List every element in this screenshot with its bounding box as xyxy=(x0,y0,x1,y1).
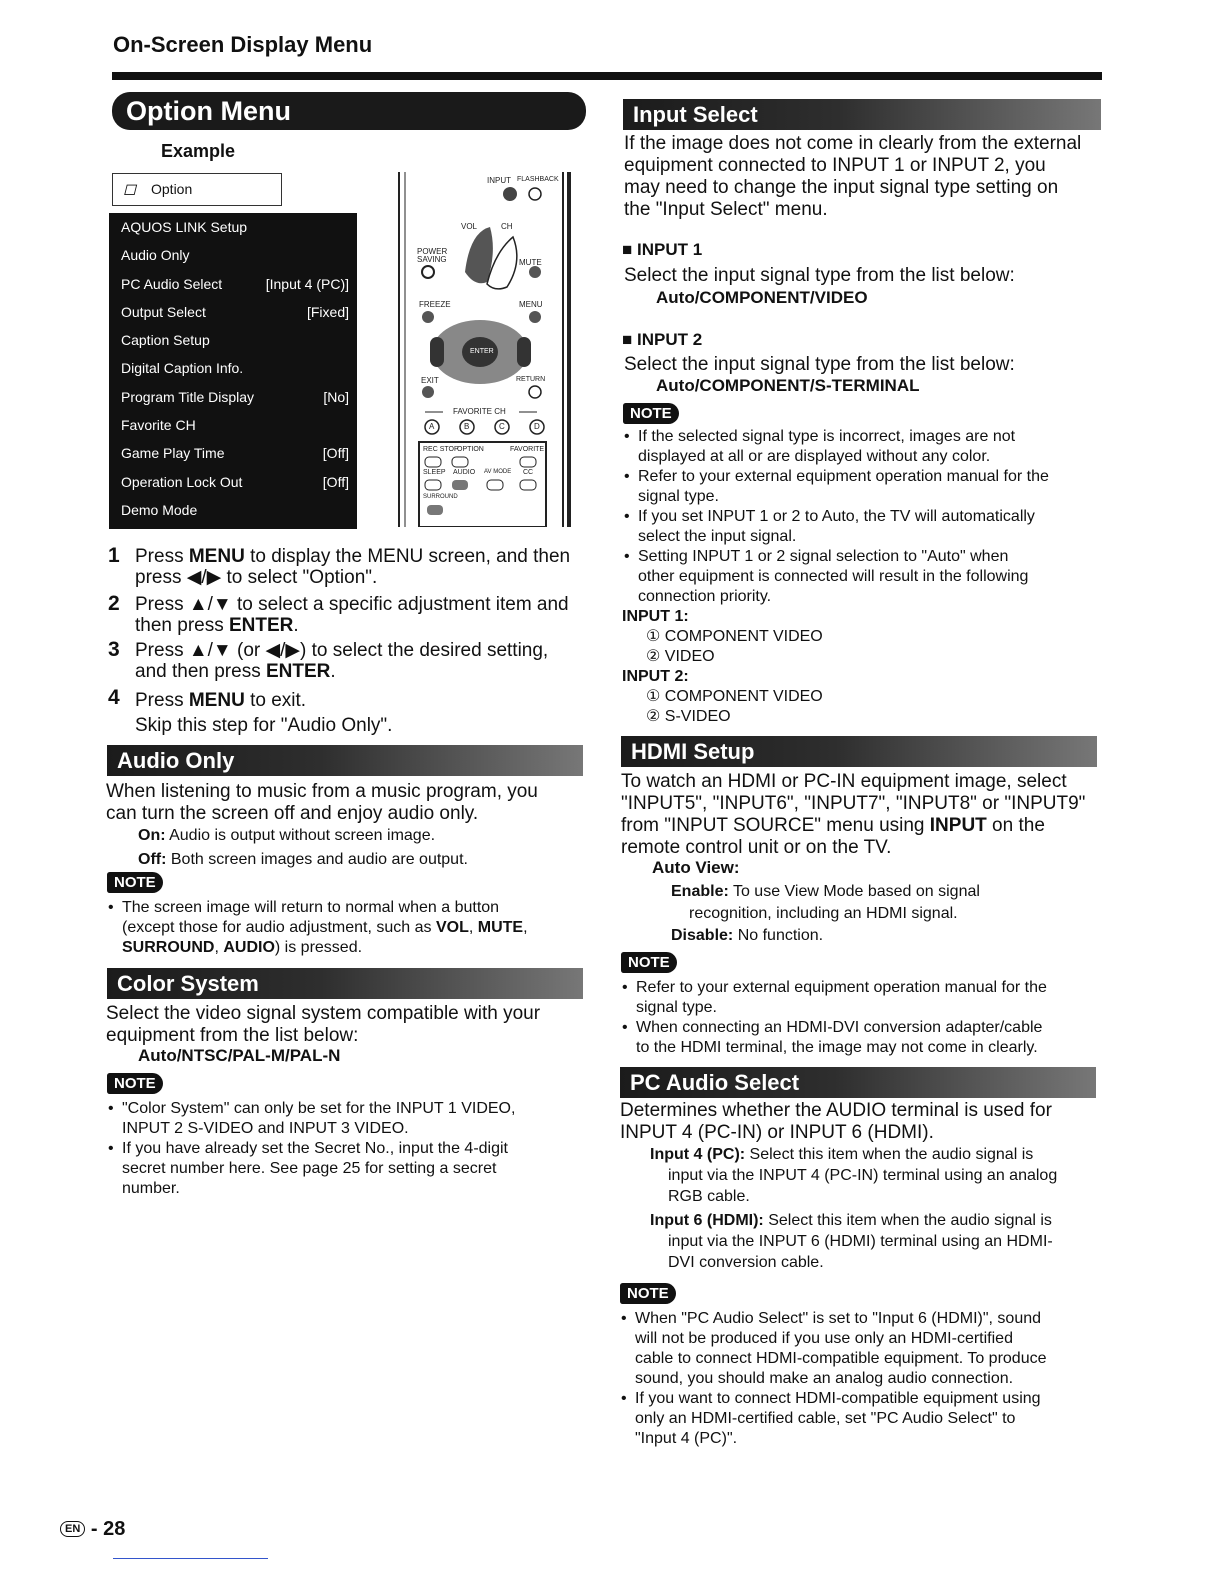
input-select-heading: Input Select xyxy=(623,99,1101,130)
note-text: to the HDMI terminal, the image may not come in clearly. xyxy=(636,1039,1038,1056)
note-text: signal type. xyxy=(638,488,719,505)
auto-view-label: Auto View: xyxy=(652,858,740,877)
option-off-label: Off: xyxy=(138,851,167,868)
note-text: • If the selected signal type is incorrect, images are not xyxy=(638,428,1016,445)
color-system-options: Auto/NTSC/PAL-M/PAL-N xyxy=(138,1046,341,1065)
note-text: secret number here. See page 25 for setting a secret xyxy=(122,1160,497,1177)
remote-exit-label: EXIT xyxy=(421,376,439,385)
note-text: only an HDMI-certified cable, set "PC Audio Select" to xyxy=(635,1410,1016,1427)
audio-only-options xyxy=(138,824,598,872)
disable-label: Disable: xyxy=(671,927,734,944)
menu-item-label: Game Play Time xyxy=(121,445,225,461)
remote-key-d: D xyxy=(534,422,540,431)
remote-menu-label: MENU xyxy=(519,300,543,309)
menu-item-label: Caption Setup xyxy=(121,332,210,348)
input2-options: Auto/COMPONENT/S-TERMINAL xyxy=(656,376,920,395)
input6-text: input via the INPUT 6 (HDMI) terminal using an HDMI- xyxy=(668,1233,1053,1250)
input4-text: input via the INPUT 4 (PC-IN) terminal using an analog xyxy=(668,1167,1058,1184)
language-badge: EN xyxy=(60,1521,85,1537)
text-line: Select the video signal system compatible with your xyxy=(106,1003,541,1024)
step-3-text xyxy=(135,640,605,682)
step-number: 4 xyxy=(108,686,120,709)
option-menu-title: Option xyxy=(151,181,193,197)
note-text: cable to connect HDMI-compatible equipment. To produce xyxy=(635,1350,1047,1367)
note-text: • When connecting an HDMI-DVI conversion adapter/cable xyxy=(636,1019,1043,1036)
step-text-part: Skip this step for "Audio Only". xyxy=(135,715,393,736)
page-header-title: On-Screen Display Menu xyxy=(113,32,373,57)
menu-item-game-play-time[interactable] xyxy=(121,439,349,467)
menu-item-value: [Fixed] xyxy=(306,304,349,320)
note-bold: MUTE xyxy=(477,919,524,936)
menu-item-value: [Off] xyxy=(322,445,349,461)
audio-only-description xyxy=(106,781,596,825)
input1-text: Select the input signal type from the list below: xyxy=(624,265,1015,286)
footer-dash: - xyxy=(90,1518,98,1540)
text-line: Determines whether the AUDIO terminal is used for xyxy=(620,1100,1052,1121)
note-text: displayed at all or are displayed without any color. xyxy=(638,448,991,465)
remote-surround-label: SURROUND xyxy=(423,494,458,500)
menu-item-label: Favorite CH xyxy=(121,417,196,433)
input4-text: Select this item when the audio signal is xyxy=(745,1146,1034,1163)
example-label: Example xyxy=(161,141,236,161)
menu-item-value: [Off] xyxy=(322,474,349,490)
color-system-description xyxy=(106,1003,596,1047)
input1-heading: ■ INPUT 1 xyxy=(622,240,703,259)
note-badge: NOTE xyxy=(623,403,679,424)
menu-item-label: Demo Mode xyxy=(121,502,198,518)
remote-mute-label: MUTE xyxy=(519,258,542,267)
step-1-text xyxy=(135,546,605,588)
priority-item: ① COMPONENT VIDEO xyxy=(646,628,823,645)
remote-return-label: RETURN xyxy=(516,376,546,383)
priority-item: ① COMPONENT VIDEO xyxy=(646,688,823,705)
note-badge: NOTE xyxy=(621,952,677,973)
menu-item-caption-setup[interactable] xyxy=(121,326,349,354)
text-line: can turn the screen off and enjoy audio only. xyxy=(106,803,479,824)
text-line: the "Input Select" menu. xyxy=(624,199,828,220)
input6-text: DVI conversion cable. xyxy=(668,1254,824,1271)
note-text: sound, you should make an analog audio connection. xyxy=(635,1370,1014,1387)
input6-label: Input 6 (HDMI): xyxy=(650,1212,764,1229)
text-part: from "INPUT SOURCE" menu using xyxy=(621,815,930,836)
menu-item-label: Output Select xyxy=(121,304,206,320)
priority-input1-label: INPUT 1: xyxy=(622,608,689,625)
step-text-part: . xyxy=(293,615,299,636)
enable-label: Enable: xyxy=(671,883,729,900)
remote-vol-label: VOL xyxy=(461,222,478,231)
step-text-part: . xyxy=(330,661,336,682)
remote-illustration xyxy=(395,172,575,527)
color-system-notes xyxy=(106,1099,586,1199)
note-text: , xyxy=(523,919,528,936)
step-number: 1 xyxy=(108,544,120,567)
step-text-part: press ◀/▶ to select "Option". xyxy=(135,567,378,588)
note-text: • When "PC Audio Select" is set to "Input 6 (HDMI)", sound xyxy=(635,1310,1042,1327)
menu-item-favorite-ch[interactable] xyxy=(121,411,349,439)
menu-item-value: [No] xyxy=(323,389,349,405)
menu-item-operation-lock-out[interactable] xyxy=(121,468,349,496)
text-line: equipment connected to INPUT 1 or INPUT 2, you xyxy=(624,155,1046,176)
input-select-notes xyxy=(622,427,1102,727)
step-text-part: to display the MENU screen, and then xyxy=(244,546,571,567)
step-text-part: Press xyxy=(135,690,189,711)
note-item xyxy=(620,978,1100,1018)
menu-item-output-select[interactable] xyxy=(121,298,349,326)
remote-freeze-label: FREEZE xyxy=(419,300,451,309)
note-text: number. xyxy=(122,1180,180,1197)
note-text: INPUT 2 S-VIDEO and INPUT 3 VIDEO. xyxy=(122,1120,409,1137)
note-text: • If you want to connect HDMI-compatible equipment using xyxy=(635,1390,1041,1407)
menu-item-audio-only[interactable] xyxy=(121,241,349,269)
text-line: "INPUT5", "INPUT6", "INPUT7", "INPUT8" or "INPUT9" xyxy=(621,793,1086,814)
hdmi-setup-notes xyxy=(620,978,1100,1058)
note-text: ) is pressed. xyxy=(274,939,363,956)
remote-option-label: OPTION xyxy=(457,446,484,453)
note-bold: SURROUND xyxy=(122,939,215,956)
menu-item-demo-mode[interactable] xyxy=(121,496,349,524)
step-text-part: and then press xyxy=(135,661,266,682)
step-text-part: to exit. xyxy=(244,690,307,711)
remote-input-label: INPUT xyxy=(487,176,511,185)
text-line: When listening to music from a music program, you xyxy=(106,781,538,802)
page-number: 28 xyxy=(103,1518,126,1540)
note-text: will not be produced if you use only an HDMI-certified xyxy=(635,1330,1013,1347)
menu-item-program-title-display[interactable] xyxy=(121,383,349,411)
header-rule xyxy=(112,72,1102,80)
note-item xyxy=(622,427,1102,467)
text-line: equipment from the list below: xyxy=(106,1025,359,1046)
note-text: "Input 4 (PC)". xyxy=(635,1430,738,1447)
hdmi-setup-heading: HDMI Setup xyxy=(621,736,1097,767)
note-item xyxy=(620,1018,1100,1058)
menu-item-value: [Input 4 (PC)] xyxy=(265,276,349,292)
note-text: , xyxy=(214,939,224,956)
priority-input2-label: INPUT 2: xyxy=(622,668,689,685)
note-item xyxy=(619,1389,1099,1449)
pc-audio-select-heading: PC Audio Select xyxy=(620,1067,1096,1098)
color-system-heading: Color System xyxy=(107,968,583,999)
step-number: 2 xyxy=(108,592,120,615)
menu-item-pc-audio-select[interactable] xyxy=(121,270,349,298)
note-bold: AUDIO xyxy=(223,939,275,956)
note-text: • Refer to your external equipment operation manual for the xyxy=(636,979,1047,996)
audio-only-note xyxy=(106,898,602,958)
remote-favorite-ch-label: FAVORITE CH xyxy=(453,407,506,416)
option-on-label: On: xyxy=(138,827,166,844)
step-bold: ENTER xyxy=(229,615,294,636)
note-item xyxy=(106,1139,586,1199)
note-text: , xyxy=(468,919,478,936)
priority-item: ② VIDEO xyxy=(646,648,715,665)
note-text: The screen image will return to normal when a button xyxy=(122,899,500,916)
option-on-text: Audio is output without screen image. xyxy=(165,827,436,844)
menu-item-digital-caption-info[interactable] xyxy=(121,354,349,382)
text-part: on the xyxy=(986,815,1045,836)
step-4-text xyxy=(135,688,605,738)
option-menu-banner: Option Menu xyxy=(112,92,586,130)
footer-rule xyxy=(113,1558,268,1559)
pc-audio-select-notes xyxy=(619,1309,1099,1449)
option-menu-panel xyxy=(109,213,357,529)
step-bold: MENU xyxy=(188,546,245,567)
text-line: To watch an HDMI or PC-IN equipment image, select xyxy=(621,771,1067,792)
note-item xyxy=(619,1309,1099,1389)
step-number: 3 xyxy=(108,638,120,661)
note-text: • If you have already set the Secret No., input the 4-digit xyxy=(122,1140,508,1157)
note-text: • "Color System" can only be set for the INPUT 1 VIDEO, xyxy=(122,1100,516,1117)
note-item xyxy=(622,547,1102,607)
menu-item-label: Digital Caption Info. xyxy=(121,360,244,376)
note-text: (except those for audio adjustment, such as xyxy=(122,919,436,936)
note-text: • If you set INPUT 1 or 2 to Auto, the TV will automatically xyxy=(638,508,1035,525)
option-off-text: Both screen images and audio are output. xyxy=(166,851,468,868)
step-bold: ENTER xyxy=(265,661,331,682)
audio-only-heading: Audio Only xyxy=(107,745,583,776)
note-badge: NOTE xyxy=(107,872,163,893)
note-text: connection priority. xyxy=(638,588,772,605)
option-menu-title-box xyxy=(112,173,282,206)
note-badge: NOTE xyxy=(620,1283,676,1304)
pc-audio-select-description xyxy=(620,1100,1100,1144)
disable-text: No function. xyxy=(733,927,824,944)
menu-item-label: PC Audio Select xyxy=(121,276,223,292)
input2-text: Select the input signal type from the list below: xyxy=(624,354,1015,375)
menu-item-label: Operation Lock Out xyxy=(121,474,243,490)
note-text: • Refer to your external equipment operation manual for the xyxy=(638,468,1049,485)
menu-item-label: Program Title Display xyxy=(121,389,255,405)
step-text-part: Press ▲/▼ to select a specific adjustment item and xyxy=(135,594,569,615)
enable-text: recognition, including an HDMI signal. xyxy=(689,905,958,922)
note-item xyxy=(622,467,1102,507)
remote-cc-label: CC xyxy=(523,469,534,476)
input4-label: Input 4 (PC): xyxy=(650,1146,746,1163)
remote-power-saving-label: POWER SAVING xyxy=(417,247,448,264)
auto-view-options xyxy=(671,881,1091,947)
step-text-part: Press ▲/▼ (or ◀/▶) to select the desired setting, xyxy=(135,640,549,661)
text-line: INPUT 4 (PC-IN) or INPUT 6 (HDMI). xyxy=(620,1122,934,1143)
input4-text: RGB cable. xyxy=(668,1188,750,1205)
remote-av-mode-label: AV MODE xyxy=(484,469,512,475)
remote-key-c: C xyxy=(499,422,505,431)
enable-text: To use View Mode based on signal xyxy=(728,883,980,900)
note-text: • Setting INPUT 1 or 2 signal selection to "Auto" when xyxy=(638,548,1009,565)
step-bold: MENU xyxy=(188,690,245,711)
text-line: may need to change the input signal type setting on xyxy=(624,177,1059,198)
step-text-part: then press xyxy=(135,615,229,636)
note-text: select the input signal. xyxy=(638,528,797,545)
input1-options: Auto/COMPONENT/VIDEO xyxy=(656,288,868,307)
text-line: If the image does not come in clearly from the external xyxy=(624,133,1082,154)
menu-item-label: AQUOS LINK Setup xyxy=(121,219,248,235)
note-item xyxy=(622,507,1102,547)
menu-item-aquos-link-setup[interactable] xyxy=(121,213,349,241)
input6-text: Select this item when the audio signal is xyxy=(763,1212,1052,1229)
hdmi-setup-description xyxy=(621,771,1101,859)
note-badge: NOTE xyxy=(107,1073,163,1094)
remote-sleep-label: SLEEP xyxy=(423,469,446,476)
remote-flashback-label: FLASHBACK xyxy=(517,176,559,183)
note-text: signal type. xyxy=(636,999,717,1016)
input2-heading: ■ INPUT 2 xyxy=(622,330,703,349)
menu-item-label: Audio Only xyxy=(121,247,190,263)
text-bold: INPUT xyxy=(929,815,987,836)
input-select-description xyxy=(624,133,1104,221)
pc-audio-select-options xyxy=(650,1144,1100,1273)
note-bold: VOL xyxy=(435,919,469,936)
remote-enter-label: ENTER xyxy=(470,348,494,355)
remote-ch-label: CH xyxy=(501,222,513,231)
remote-favorite-label: FAVORITE xyxy=(510,446,545,453)
remote-rec-stop-label: REC STOP xyxy=(423,446,459,453)
remote-key-a: A xyxy=(429,422,435,431)
page-footer xyxy=(60,1518,125,1541)
option-icon: ◻ xyxy=(123,181,137,198)
note-item xyxy=(106,1099,586,1139)
note-text: other equipment is connected will result in the following xyxy=(638,568,1029,585)
step-text-part: Press xyxy=(135,546,189,567)
remote-key-b: B xyxy=(464,422,470,431)
remote-audio-label: AUDIO xyxy=(453,469,476,476)
priority-item: ② S-VIDEO xyxy=(646,708,731,725)
text-line: remote control unit or on the TV. xyxy=(621,837,892,858)
step-2-text xyxy=(135,594,605,636)
